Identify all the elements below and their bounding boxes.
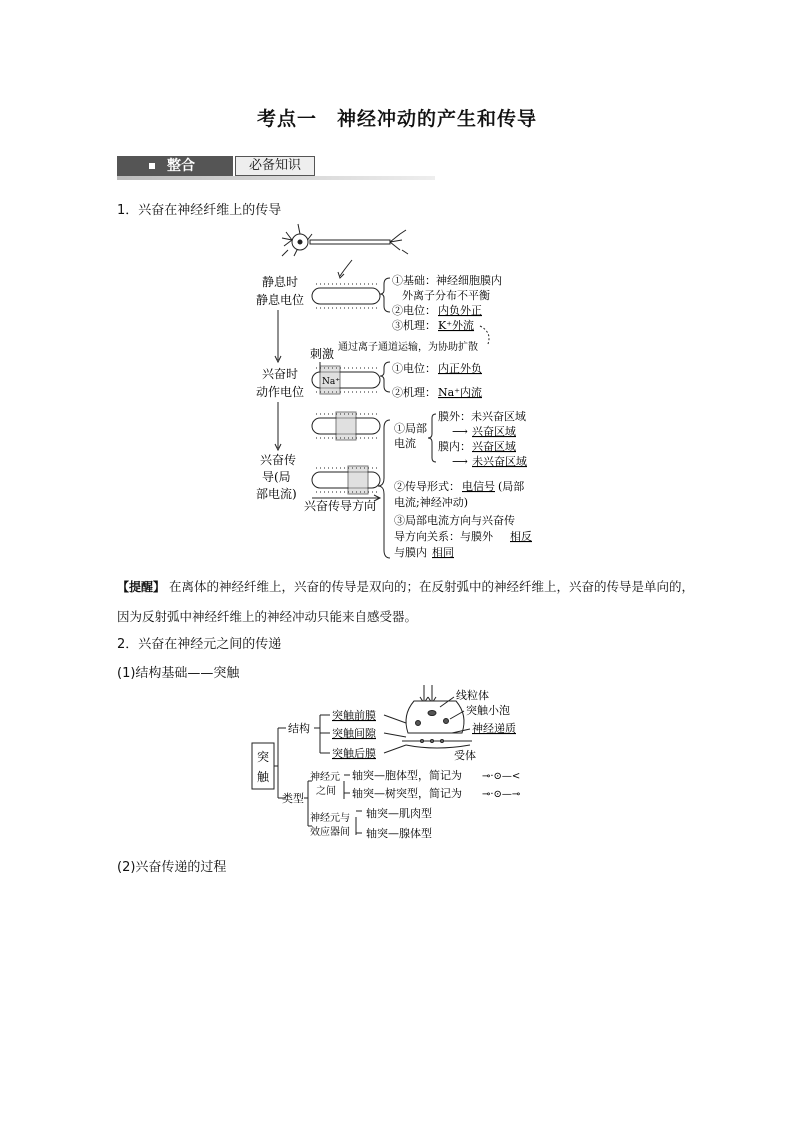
excited-ion: Na⁺ (322, 377, 340, 387)
rel-line2-value: 相反 (510, 530, 532, 543)
axo-soma: 轴突—胞体型，简记为 (352, 769, 462, 782)
resting-basis-1: ①基础：神经细胞膜内 (392, 274, 502, 287)
conduction-label-1: 兴奋传 (260, 453, 297, 467)
synapse-types: 类型 (282, 792, 304, 805)
page-title: 考点一 神经冲动的产生和传导 (256, 108, 537, 130)
outside-to: 兴奋区域 (472, 425, 516, 438)
axo-muscle: 轴突—肌肉型 (366, 807, 432, 820)
neuro-eff-1: 神经元与 (310, 813, 350, 824)
section2-sub2: (2)兴奋传递的过程 (117, 860, 227, 875)
outside-text: 膜外：未兴奋区域 (438, 410, 526, 423)
resting-label-1: 静息时 (262, 275, 299, 289)
note-arrow (480, 326, 489, 344)
synapse-pre: 突触前膜 (332, 709, 376, 722)
synapse-post: 突触后膜 (332, 747, 376, 760)
between-neurons-2: 之间 (316, 786, 336, 797)
synapse-mito: 线粒体 (456, 689, 489, 702)
section1-heading: 1．兴奋在神经纤维上的传导 (117, 203, 282, 218)
local-current-1: ①局部 (394, 422, 427, 435)
outside-arrow: ⟶ (452, 425, 468, 438)
rel-line2-prefix: 导方向关系：与膜外 (394, 530, 493, 543)
form-value: 电信号 (462, 480, 495, 493)
inside-from: 兴奋区域 (472, 440, 516, 453)
form-line2: 电流;神经冲动) (394, 496, 468, 509)
synapse-vesicle: 突触小泡 (466, 704, 510, 717)
section-banner (117, 156, 435, 180)
excited-mechanism-value: Na⁺内流 (438, 386, 482, 399)
excited-label-1: 兴奋时 (262, 367, 299, 381)
inside-prefix: 膜内： (438, 440, 471, 453)
conduction-label-3: 部电流) (256, 487, 297, 501)
form-prefix: ②传导形式： (394, 480, 460, 493)
conduction-label-2: 导(局 (262, 470, 291, 484)
conduction-fiber-1 (312, 412, 380, 440)
banner-left (117, 156, 233, 176)
rel-line3-prefix: 与膜内 (394, 546, 427, 559)
nerve-conduction-diagram (240, 220, 560, 572)
synapse-structure: 结构 (288, 722, 310, 735)
resting-potential-prefix: ②电位： (392, 304, 436, 317)
section2-heading: 2．兴奋在神经元之间的传递 (117, 637, 282, 652)
axo-soma-symbol: ⊸·⊙—< (482, 771, 521, 782)
synapse-nt: 神经递质 (472, 722, 516, 735)
inside-to: 未兴奋区域 (472, 455, 527, 468)
tip-paragraph (117, 572, 697, 631)
excited-label-2: 动作电位 (256, 385, 305, 399)
form-suffix: (局部 (498, 480, 525, 493)
resting-mechanism-prefix: ③机理： (392, 319, 436, 332)
synapse-diagram (246, 683, 546, 848)
banner-right-label: 必备知识 (235, 156, 315, 176)
excited-brace (380, 362, 390, 392)
axo-gland: 轴突—腺体型 (366, 827, 432, 840)
excited-potential-prefix: ①电位： (392, 362, 436, 375)
synapse-cleft: 突触间隙 (332, 727, 376, 740)
rel-line3-value: 相同 (432, 546, 454, 559)
tip-text: 在离体的神经纤维上，兴奋的传导是双向的；在反射弧中的神经纤维上，兴奋的传导是单向的，因为反射弧中神经纤维上的神经冲动只能来自感受器。 (117, 579, 695, 624)
banner-shadow (117, 176, 435, 180)
resting-note: 通过离子通道运输，为协助扩散 (338, 342, 478, 353)
between-neurons-1: 神经元 (310, 772, 340, 783)
resting-basis-2: 外离子分布不平衡 (402, 289, 490, 302)
synapse-root-1: 突 (257, 750, 270, 764)
resting-potential-value: 内负外正 (438, 304, 482, 317)
synapse-receptor: 受体 (454, 749, 476, 762)
neuron-icon (282, 224, 408, 278)
tip-label: 【提醒】 (117, 580, 166, 594)
square-bullet-icon (149, 163, 155, 169)
conduction-brace (378, 420, 390, 558)
conduction-fiber-2 (312, 466, 380, 501)
conduction-direction: 兴奋传导方向 (304, 499, 377, 513)
axo-dend-symbol: ⊸·⊙—⊸ (482, 789, 521, 800)
neuro-eff-2: 效应器间 (310, 827, 350, 838)
excited-potential-value: 内正外负 (438, 362, 482, 375)
inside-arrow: ⟶ (452, 455, 468, 468)
resting-brace (380, 278, 390, 312)
excited-mechanism-prefix: ②机理： (392, 386, 436, 399)
axo-dend: 轴突—树突型，简记为 (352, 787, 462, 800)
rel-line1: ③局部电流方向与兴奋传 (394, 514, 515, 527)
resting-mechanism-value: K⁺外流 (438, 319, 475, 332)
synapse-root-2: 触 (257, 770, 270, 784)
section2-sub1: (1)结构基础——突触 (117, 666, 240, 681)
stimulus-label: 刺激 (310, 347, 335, 361)
resting-label-2: 静息电位 (256, 293, 305, 307)
banner-left-label: 整合 (167, 158, 195, 174)
resting-fiber (312, 284, 380, 308)
local-current-2: 电流 (394, 437, 416, 450)
